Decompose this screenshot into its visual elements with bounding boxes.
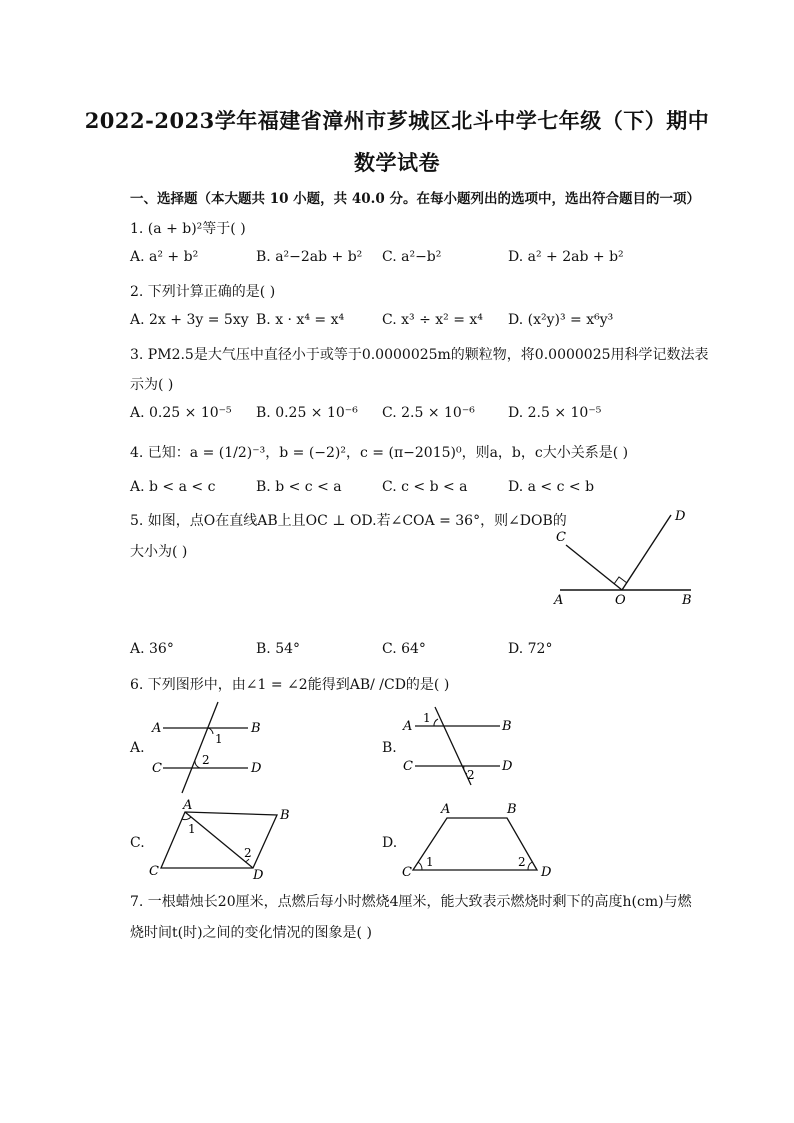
label-angle-2: 2 bbox=[467, 768, 475, 782]
q2-option-d: D. (x²y)³ = x⁶y³ bbox=[508, 312, 614, 328]
label-a: A bbox=[403, 719, 413, 734]
label-a: A bbox=[441, 802, 451, 817]
label-c: C bbox=[149, 864, 159, 879]
question-6: 6. 下列图形中，由∠1 = ∠2能得到AB/ /CD的是( ) bbox=[130, 677, 450, 693]
label-angle-2: 2 bbox=[202, 753, 210, 767]
label-angle-1: 1 bbox=[188, 822, 196, 836]
label-b: B bbox=[507, 802, 517, 817]
label-angle-1: 1 bbox=[423, 711, 431, 725]
q6-figure-b bbox=[397, 705, 527, 790]
question-7: 7. 一根蜡烛长20厘米，点燃后每小时燃烧4厘米，能大致表示燃烧时剩下的高度h(cm)与燃 bbox=[130, 894, 692, 910]
section-header: 一、选择题（本大题共 10 小题，共 40.0 分。在每小题列出的选项中，选出符合题目的一项） bbox=[130, 191, 700, 207]
question-1: 1. (a + b)²等于( ) bbox=[130, 221, 246, 237]
label-d: D bbox=[253, 868, 264, 882]
q6-option-c: C. bbox=[130, 835, 145, 851]
q5-option-c: C. 64° bbox=[382, 641, 426, 657]
label-c: C bbox=[402, 865, 412, 880]
angle-1-arc bbox=[418, 862, 422, 870]
q6-option-b: B. bbox=[382, 740, 397, 756]
q3-option-d: D. 2.5 × 10⁻⁵ bbox=[508, 405, 602, 421]
q4-option-c: C. c < b < a bbox=[382, 479, 468, 495]
label-d: D bbox=[502, 759, 513, 774]
q1-option-a: A. a² + b² bbox=[130, 249, 199, 265]
ray-oc bbox=[566, 545, 622, 590]
label-d: D bbox=[541, 865, 552, 880]
q6-figure-c bbox=[145, 797, 305, 882]
q2-option-b: B. x · x⁴ = x⁴ bbox=[256, 312, 345, 328]
label-c: C bbox=[556, 530, 566, 545]
q6-option-a: A. bbox=[130, 740, 145, 756]
angle-2-arc bbox=[195, 761, 200, 768]
ray-od bbox=[622, 515, 671, 590]
label-d: D bbox=[675, 509, 686, 524]
label-a: A bbox=[183, 798, 193, 813]
q4-option-d: D. a < c < b bbox=[508, 479, 595, 495]
q4-option-a: A. b < a < c bbox=[130, 479, 216, 495]
label-d: D bbox=[251, 761, 262, 776]
q5-figure bbox=[548, 505, 698, 610]
q6-figure-a bbox=[145, 697, 275, 797]
page-title: 2022-2023学年福建省漳州市芗城区北斗中学七年级（下）期中 bbox=[84, 108, 710, 133]
label-a: A bbox=[152, 721, 162, 736]
label-b: B bbox=[251, 721, 261, 736]
label-c: C bbox=[403, 759, 413, 774]
q2-option-a: A. 2x + 3y = 5xy bbox=[130, 312, 249, 328]
q3-option-a: A. 0.25 × 10⁻⁵ bbox=[130, 405, 232, 421]
transversal bbox=[182, 702, 218, 793]
question-7-line2: 烧时间t(时)之间的变化情况的图象是( ) bbox=[130, 925, 372, 941]
question-3-line2: 示为( ) bbox=[130, 377, 174, 393]
label-b: B bbox=[280, 808, 290, 823]
q1-option-b: B. a²−2ab + b² bbox=[256, 249, 363, 265]
angle-2-arc bbox=[528, 862, 532, 870]
question-5: 5. 如图，点O在直线AB上且OC ⊥ OD.若∠COA = 36°，则∠DOB的 bbox=[130, 513, 567, 529]
angle-1-arc bbox=[208, 728, 213, 734]
label-angle-1: 1 bbox=[215, 732, 223, 746]
question-5-line2: 大小为( ) bbox=[130, 544, 188, 560]
question-4: 4. 已知：a = (1/2)⁻³，b = (−2)²，c = (π−2015)⁰，则a，b，c大小关系是( ) bbox=[130, 445, 629, 461]
q1-option-c: C. a²−b² bbox=[382, 249, 442, 265]
label-angle-1: 1 bbox=[426, 855, 434, 869]
label-angle-2: 2 bbox=[518, 855, 526, 869]
q2-option-c: C. x³ ÷ x² = x⁴ bbox=[382, 312, 483, 328]
label-b: B bbox=[502, 719, 512, 734]
label-a: A bbox=[554, 593, 564, 608]
q5-option-d: D. 72° bbox=[508, 641, 553, 657]
q3-option-b: B. 0.25 × 10⁻⁶ bbox=[256, 405, 358, 421]
label-c: C bbox=[152, 761, 162, 776]
q5-option-b: B. 54° bbox=[256, 641, 301, 657]
right-angle-mark bbox=[614, 577, 627, 584]
q1-option-d: D. a² + 2ab + b² bbox=[508, 249, 624, 265]
question-3: 3. PM2.5是大气压中直径小于或等于0.0000025m的颗粒物，将0.0000025用科学记数法表 bbox=[130, 347, 709, 363]
question-2: 2. 下列计算正确的是( ) bbox=[130, 284, 276, 300]
q4-option-b: B. b < c < a bbox=[256, 479, 342, 495]
label-o: O bbox=[615, 593, 626, 608]
q3-option-c: C. 2.5 × 10⁻⁶ bbox=[382, 405, 475, 421]
q6-figure-d bbox=[397, 799, 567, 881]
page-subtitle: 数学试卷 bbox=[354, 150, 440, 175]
angle-1-arc bbox=[434, 719, 438, 726]
label-angle-2: 2 bbox=[244, 846, 252, 860]
diagonal-ad bbox=[185, 812, 253, 868]
q5-option-a: A. 36° bbox=[130, 641, 174, 657]
label-b: B bbox=[682, 593, 692, 608]
q6-option-d: D. bbox=[382, 835, 398, 851]
